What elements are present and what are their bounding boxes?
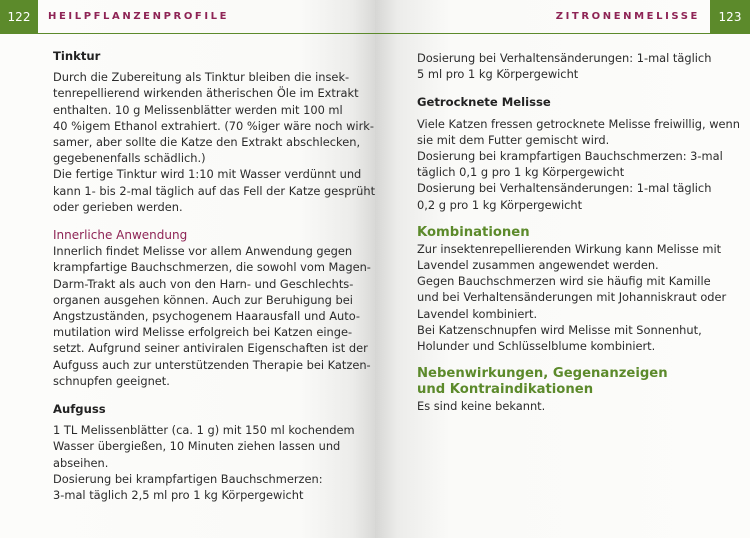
text-line: 5 ml pro 1 kg Körpergewicht <box>417 67 579 82</box>
text-line: tenrepellierend wirkenden ätherischen Öle im Extrakt <box>53 86 359 101</box>
text-line: und bei Verhaltensänderungen mit Johanniskraut oder <box>417 290 727 305</box>
text-line: Dosierung bei krampfartigen Bauchschmerzen: <box>53 471 323 486</box>
text-line: 3-mal täglich 2,5 ml pro 1 kg Körpergewicht <box>53 488 304 503</box>
text-line: Aufguss auch zur unterstützenden Therapie bei Katzen- <box>53 357 371 372</box>
aufguss-heading: Aufguss <box>53 402 106 417</box>
text-line: Holunder und Schlüsselblume kombiniert. <box>417 339 656 354</box>
running-head-right: ZITRONENMELISSE <box>555 11 700 22</box>
text-line: Dosierung bei Verhaltensänderungen: 1-mal täglich <box>417 181 712 196</box>
text-line: gegebenenfalls schädlich.) <box>53 151 206 166</box>
header-rule-right <box>375 33 750 34</box>
nebenwirkungen-text <box>417 398 717 414</box>
text-line: 0,2 g pro 1 kg Körpergewicht <box>417 197 583 212</box>
getrocknete-melisse-text <box>417 116 740 213</box>
text-line: Wasser übergießen, 10 Minuten ziehen lassen und <box>53 439 341 454</box>
aufguss-text <box>53 422 355 503</box>
left-page-content <box>53 48 375 503</box>
innerliche-anwendung-heading: Innerliche Anwendung <box>53 228 188 243</box>
page-number-right: 123 <box>710 0 750 33</box>
dosierung-intro-text <box>417 50 717 82</box>
text-line: kann 1- bis 2-mal täglich auf das Fell der Katze gesprüht <box>53 183 375 198</box>
right-page-content <box>417 50 740 414</box>
left-page-header <box>0 0 375 33</box>
text-line: mutilation wird Melisse erfolgreich bei Katzen einge- <box>53 325 353 340</box>
text-line: täglich 0,1 g pro 1 kg Körpergewicht <box>417 165 625 180</box>
text-line: enthalten. 10 g Melissenblätter werden mit 100 ml <box>53 102 343 117</box>
tinktur-heading: Tinktur <box>53 49 101 63</box>
page-number-left: 122 <box>0 0 38 33</box>
kombinationen-heading: Kombinationen <box>417 224 530 240</box>
innerliche-anwendung-text <box>53 243 371 389</box>
text-line: Gegen Bauchschmerzen wird sie häufig mit Kamille <box>417 274 711 289</box>
text-line: Die fertige Tinktur wird 1:10 mit Wasser verdünnt und <box>53 167 362 182</box>
text-line: Zur insektenrepellierenden Wirkung kann Melisse mit <box>417 241 722 256</box>
text-line: sie mit dem Futter gemischt wird. <box>417 132 610 147</box>
tinktur-text <box>53 69 375 215</box>
text-line: Lavendel kombiniert. <box>417 306 538 321</box>
text-line: oder gerieben werden. <box>53 199 183 214</box>
running-head-left: HEILPFLANZENPROFILE <box>48 11 230 22</box>
text-line: krampfartige Bauchschmerzen, die sowohl vom Magen- <box>53 260 371 275</box>
text-line: organen ausgehen können. Auch zur Beruhigung bei <box>53 292 353 307</box>
text-line: Dosierung bei krampfartigen Bauchschmerzen: 3-mal <box>417 149 723 164</box>
heading-line: und Kontraindikationen <box>417 382 594 398</box>
text-line: Lavendel zusammen angewendet werden. <box>417 258 659 273</box>
text-line: 40 %igem Ethanol extrahiert. (70 %iger wäre noch wirk- <box>53 118 374 133</box>
right-page-header <box>375 0 750 33</box>
text-line: abseihen. <box>53 455 109 470</box>
heading-line: Nebenwirkungen, Gegenanzeigen <box>417 366 668 382</box>
text-line: Viele Katzen fressen getrocknete Melisse freiwillig, wenn <box>417 116 740 131</box>
text-line: Darm-Trakt als auch von den Harn- und Geschlechts- <box>53 276 354 291</box>
text-line: Bei Katzenschnupfen wird Melisse mit Sonnenhut, <box>417 322 702 337</box>
text-line: Dosierung bei Verhaltensänderungen: 1-mal täglich <box>417 51 712 65</box>
text-line: Angstzuständen, psychogenem Haarausfall und Auto- <box>53 309 361 324</box>
text-line: samer, aber sollte die Katze den Extrakt abschlecken, <box>53 135 361 150</box>
text-line: Durch die Zubereitung als Tinktur bleiben die insek- <box>53 70 350 85</box>
text-line: schnupfen geeignet. <box>53 373 170 388</box>
header-rule-left <box>0 33 375 34</box>
kombinationen-text <box>417 241 727 354</box>
text-line: setzt. Aufgrund seiner antiviralen Eigenschaften ist der <box>53 341 368 356</box>
getrocknete-melisse-heading: Getrocknete Melisse <box>417 95 551 110</box>
text-line: 1 TL Melissenblätter (ca. 1 g) mit 150 ml kochendem <box>53 423 355 438</box>
nebenwirkungen-heading <box>417 366 717 398</box>
text-line: Innerlich findet Melisse vor allem Anwendung gegen <box>53 244 353 259</box>
text-line: Es sind keine bekannt. <box>417 399 546 414</box>
